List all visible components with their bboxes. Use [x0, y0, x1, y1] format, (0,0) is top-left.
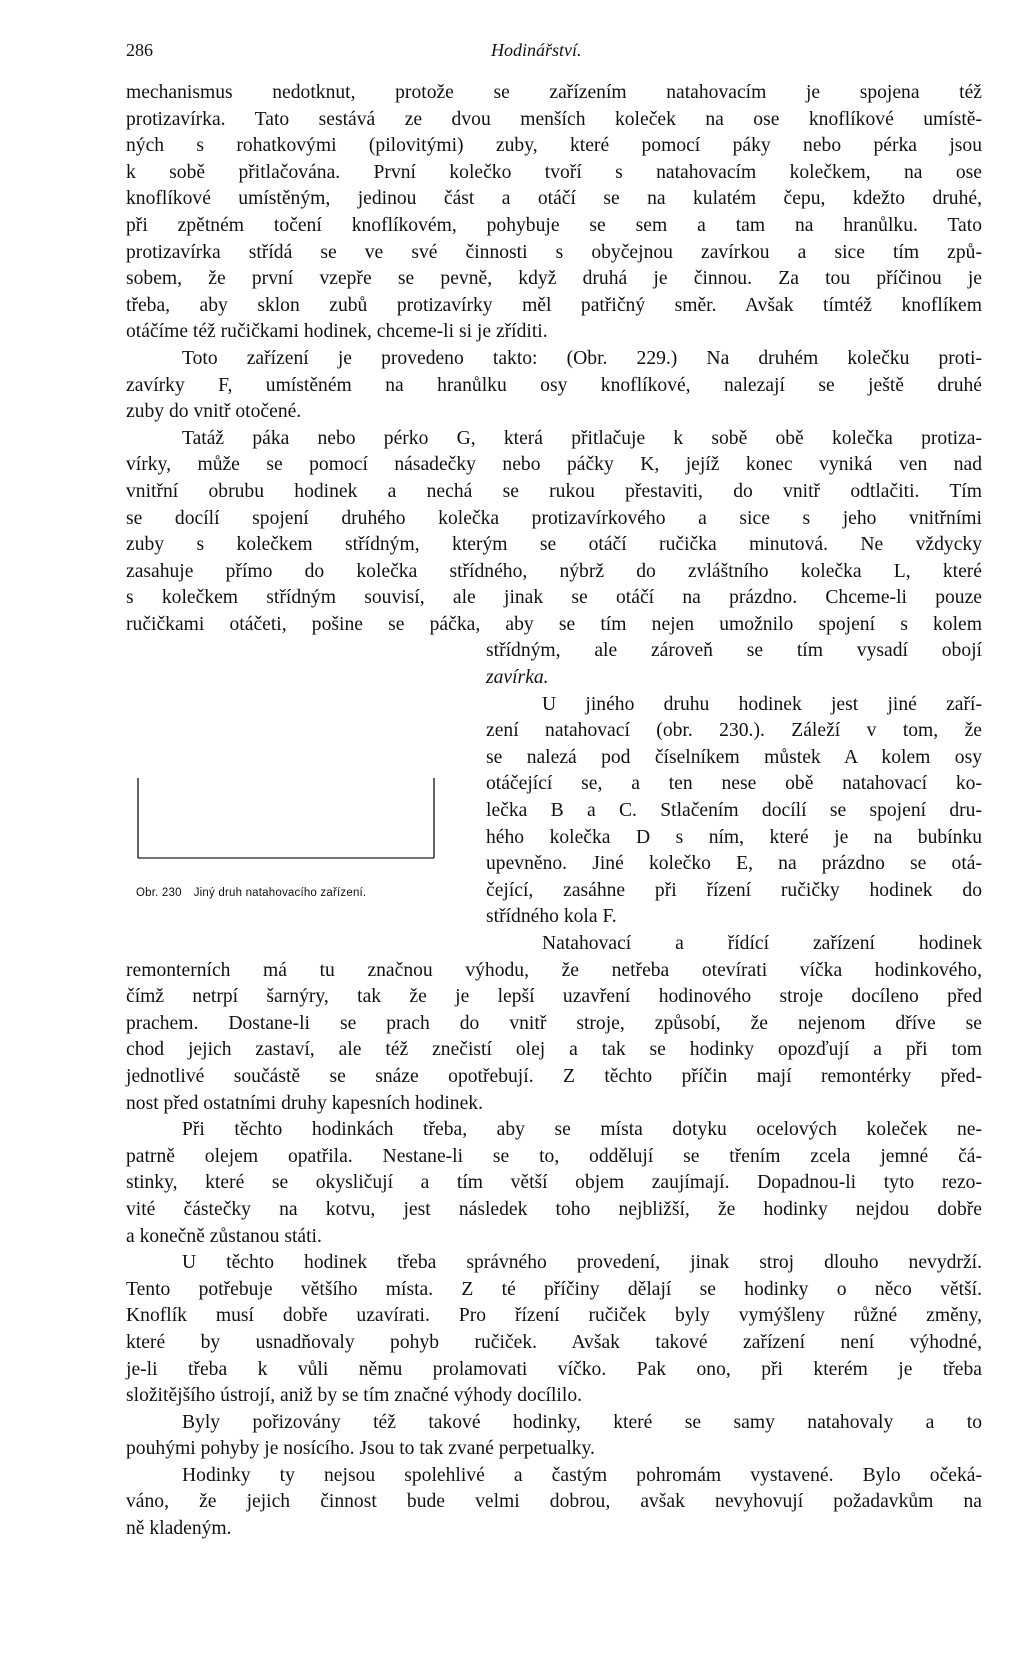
text-line: zavírka. [486, 667, 549, 689]
page-number: 286 [126, 40, 153, 60]
text-line: střídného kola F. [486, 906, 617, 928]
text-line: se docílí spojení druhého kolečka protizavírkového a sice s jeho vnitřními [126, 507, 982, 529]
text-line: ně kladeným. [126, 1518, 232, 1540]
paragraph-7 [126, 1250, 982, 1410]
text-line: pouhými pohyby je nosícího. Jsou to tak zvané perpetualky. [126, 1438, 595, 1460]
figure-label: Obr. 230 [136, 887, 182, 900]
paragraph-6 [126, 1117, 982, 1250]
text-line: U jiného druhu hodinek jest jiné zaří- [542, 693, 982, 715]
text-line: zení natahovací (obr. 230.). Záleží v tom, že [486, 720, 982, 742]
text-line: sobem, že první vzepře se pevně, když druhá je činnou. Za tou příčinou je [126, 268, 982, 290]
text-line: k sobě přitlačována. První kolečko tvoří s natahovacím kolečkem, na ose [126, 161, 982, 183]
text-line: se nalezá pod číselníkem můstek A kolem osy [486, 746, 982, 768]
text-line: Tatáž páka nebo pérko G, která přitlačuje k sobě obě kolečka protiza- [182, 427, 982, 449]
text-line: zuby s kolečkem střídným, kterým se otáčí ručička minutová. Ne vždycky [126, 534, 982, 556]
paragraph-2 [126, 346, 982, 426]
text-line: s kolečkem střídným souvisí, ale jinak se otáčí na prázdno. Chceme-li pouze [126, 587, 982, 609]
text-line: Natahovací a řídící zařízení hodinek [542, 933, 982, 954]
text-line: při zpětném točení knoflíkovém, pohybuje se sem a tam na hranůlku. Tato [126, 214, 982, 236]
text-line: váno, že jejich činnost bude velmi dobrou, avšak nevyhovují požadavkům na [126, 1491, 982, 1513]
text-line: čímž netrpí šarnýry, tak že je lepší uzavření hodinového stroje docíleno před [126, 986, 982, 1008]
text-line: Tento potřebuje většího místa. Z té příčiny dělají se hodinky o něco větší. [126, 1278, 982, 1300]
text-line: střídným, ale zároveň se tím vysadí obojí [486, 640, 982, 662]
text-line: patrně olejem opatřila. Nestane-li se to, oddělují se třením zcela jemné čá- [126, 1145, 982, 1167]
text-line: je-li třeba k vůli němu prolamovati víčko. Pak ono, při kterém je třeba [126, 1358, 982, 1380]
figure-caption [136, 880, 366, 907]
text-line: vírky, může se pomocí násadečky nebo páčky K, jejíž konec vyniká ven nad [126, 454, 982, 476]
text-line: stinky, které se okysličují a tím větší objem zaujímají. Dopadnou-li tyto rezo- [126, 1172, 982, 1194]
text-line: lečka B a C. Stlačením docílí se spojení dru- [486, 800, 982, 822]
text-line: chod jejich zastaví, ale též znečistí olej a tak se hodinky opozďují a při tom [126, 1039, 982, 1061]
text-line: zuby do vnitř otočené. [126, 401, 302, 423]
text-line: složitějšího ústrojí, aniž by se tím značné výhody docílilo. [126, 1385, 583, 1407]
text-line: protizavírka. Tato sestává ze dvou menších koleček na ose knoflíkové umístě- [126, 108, 982, 130]
figure-wrap-block [126, 638, 982, 931]
text-line: a konečně zůstanou státi. [126, 1225, 322, 1247]
page-header [126, 40, 982, 80]
text-line: Toto zařízení je provedeno takto: (Obr. 229.) Na druhém kolečku proti- [182, 347, 982, 369]
text-line: čející, zasáhne při řízení ručičky hodinek do [486, 879, 982, 901]
text-line: jednotlivé součástě se snáze opotřebují. Z těchto příčin mají remontérky před- [126, 1065, 982, 1087]
text-line: protizavírka střídá se ve své činnosti s obyčejnou zavírkou a sice tím způ- [126, 241, 982, 263]
text-line: otáčíme též ručičkami hodinek, chceme-li si je zříditi. [126, 321, 548, 343]
text-line: prachem. Dostane-li se prach do vnitř stroje, způsobí, že nejenom dříve se [126, 1012, 982, 1034]
text-line: upevněno. Jiné kolečko E, na prázdno se otá- [486, 853, 982, 875]
text-line: ných s rohatkovými (pilovitými) zuby, které pomocí páky nebo pérka jsou [126, 135, 982, 157]
text-line: knoflíkové umístěným, jedinou část a otáčí se na kulatém čepu, kdežto druhé, [126, 188, 982, 210]
paragraph-3 [126, 426, 982, 639]
text-line: vnitřní obrubu hodinek a nechá se rukou přestaviti, do vnitř odtlačiti. Tím [126, 480, 982, 502]
paragraph-9 [126, 1463, 982, 1543]
book-page [126, 40, 982, 1543]
text-line: otáčející se, a ten nese obě natahovací ko- [486, 773, 982, 795]
text-line: Byly pořizovány též takové hodinky, které se samy natahovaly a to [182, 1411, 982, 1433]
text-line: Knoflík musí dobře uzavírati. Pro řízení ručiček byly vymýšleny růžné změny, [126, 1305, 982, 1327]
paragraph-8 [126, 1410, 982, 1463]
figure-230 [136, 748, 466, 948]
text-line: nost před ostatními druhy kapesních hodinek. [126, 1092, 483, 1114]
text-line: Při těchto hodinkách třeba, aby se místa dotyku ocelových koleček ne- [182, 1119, 982, 1141]
text-line: třeba, aby sklon zubů protizavírky měl patřičný směr. Avšak tímtéž knoflíkem [126, 294, 982, 316]
text-line: které by usnadňovaly pohyb ručiček. Avšak takové zařízení není výhodné, [126, 1331, 982, 1353]
text-line: hého kolečka D s ním, které je na bubínku [486, 826, 982, 848]
text-line: U těchto hodinek třeba správného provedení, jinak stroj dlouho nevydrží. [182, 1252, 982, 1274]
figure-caption-text: Jiný druh natahovacího zařízení. [193, 887, 367, 900]
paragraph-1 [126, 80, 982, 346]
text-line: zavírky F, umístěném na hranůlku osy knoflíkové, nalezají se ještě druhé [126, 374, 982, 396]
page-body [126, 80, 982, 1543]
text-line: mechanismus nedotknut, protože se zařízením natahovacím je spojena též [126, 82, 982, 103]
text-line: zasahuje přímo do kolečka střídného, nýbrž do zvláštního kolečka L, které [126, 560, 982, 582]
text-line: ručičkami otáčeti, pošine se páčka, aby se tím nejen umožnilo spojení s kolem [126, 613, 982, 635]
text-line: vité částečky na kotvu, jest následek toho nejbližší, že hodinky nejdou dobře [126, 1198, 982, 1220]
text-line: Hodinky ty nejsou spolehlivé a častým pohromám vystavené. Bylo očeká- [182, 1464, 982, 1486]
text-line: remonterních má tu značnou výhodu, že netřeba otevírati víčka hodinkového, [126, 959, 982, 981]
running-title: Hodinářství. [491, 40, 582, 60]
paragraph-5 [126, 931, 982, 1117]
